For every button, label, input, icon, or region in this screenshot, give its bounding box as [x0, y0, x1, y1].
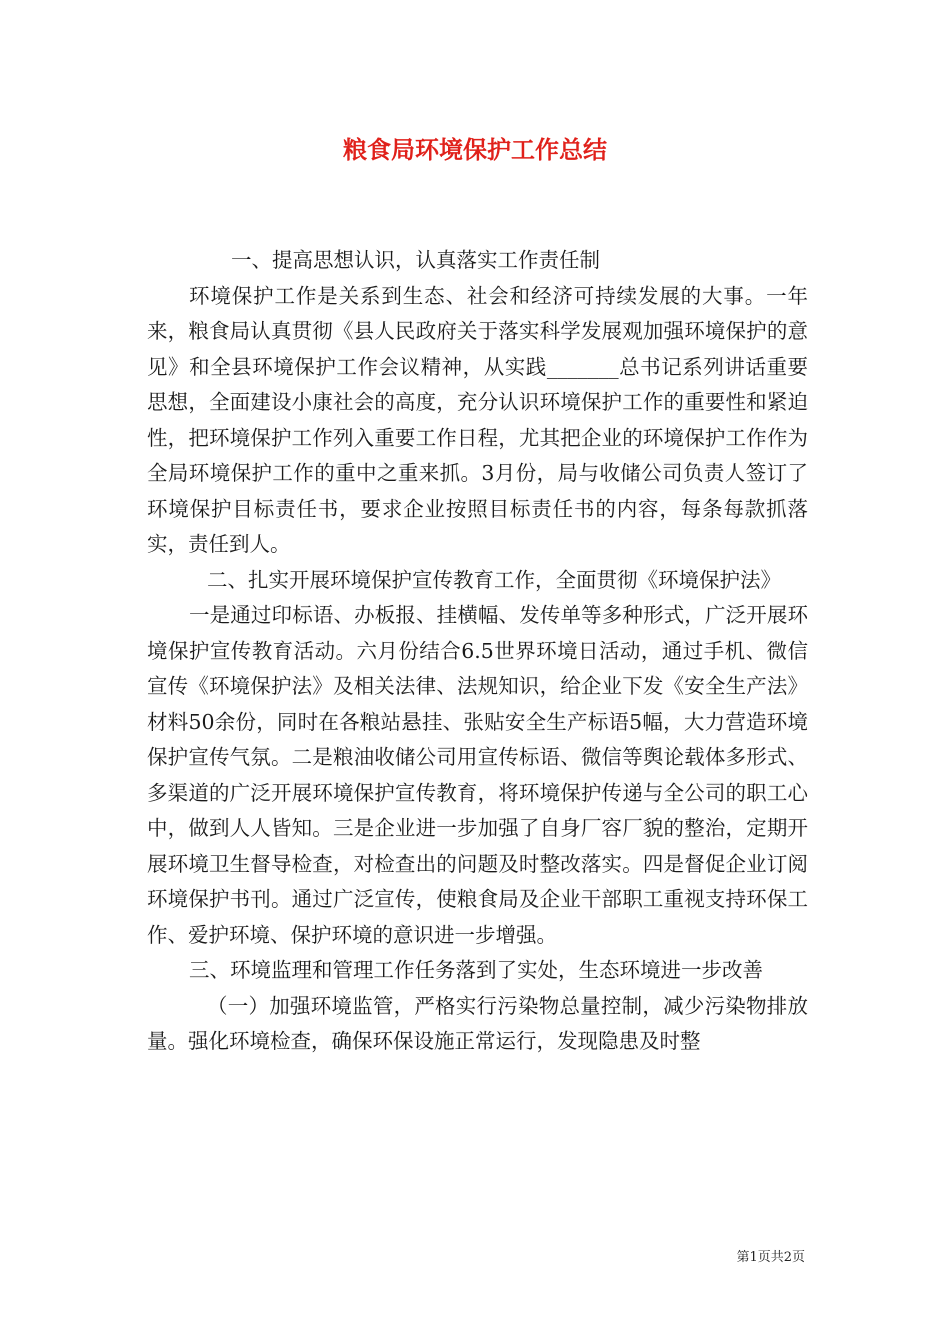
paragraph-2: 一是通过印标语、办板报、挂横幅、发传单等多种形式，广泛开展环境保护宣传教育活动。六月份结合6.5世界环境日活动，通过手机、微信宣传《环境保护法》及相关法律、法规知识，给企业下发《安全生产法》材料50余份，同时在各粮站悬挂、张贴安全生产标语5幅，大力营造环境保护宣传气氛。二是粮油收储公司用宣传标语、微信等舆论载体多形式、多渠道的广泛开展环境保护宣传教育，将环境保护传递与全公司的职工心中，做到人人皆知。三是企业进一步加强了自身厂容厂貌的整治，定期开展环境卫生督导检查，对检查出的问题及时整改落实。四是督促企业订阅环境保护书刊。通过广泛宣传，使粮食局及企业干部职工重视支持环保工作、爱护环境、保护环境的意识进一步增强。	[147, 603, 808, 947]
document-body	[147, 243, 808, 1060]
paragraph-3: （一）加强环境监管，严格实行污染物总量控制，减少污染物排放量。强化环境检查，确保环保设施正常运行，发现隐患及时整	[147, 993, 808, 1053]
section-heading-1: 一、提高思想认识，认真落实工作责任制	[231, 248, 600, 272]
page-number-footer: 第1页共2页	[736, 1250, 805, 1265]
section-heading-3: 三、环境监理和管理工作任务落到了实处，生态环境进一步改善	[189, 958, 763, 982]
section-heading-2: 二、扎实开展环境保护宣传教育工作，全面贯彻《环境保护法》	[207, 567, 781, 592]
paragraph-1: 环境保护工作是关系到生态、社会和经济可持续发展的大事。一年来，粮食局认真贯彻《县人民政府关于落实科学发展观加强环境保护的意见》和全县环境保护工作会议精神，从实践_______总书记系列讲话重要思想，全面建设小康社会的高度，充分认识环境保护工作的重要性和紧迫性，把环境保护工作列入重要工作日程，尤其把企业的环境保护工作作为全局环境保护工作的重中之重来抓。3月份，局与收储公司负责人签订了环境保护目标责任书，要求企业按照目标责任书的内容，每条每款抓落实，责任到人。	[147, 283, 808, 556]
document-title: 粮食局环境保护工作总结	[343, 136, 607, 164]
